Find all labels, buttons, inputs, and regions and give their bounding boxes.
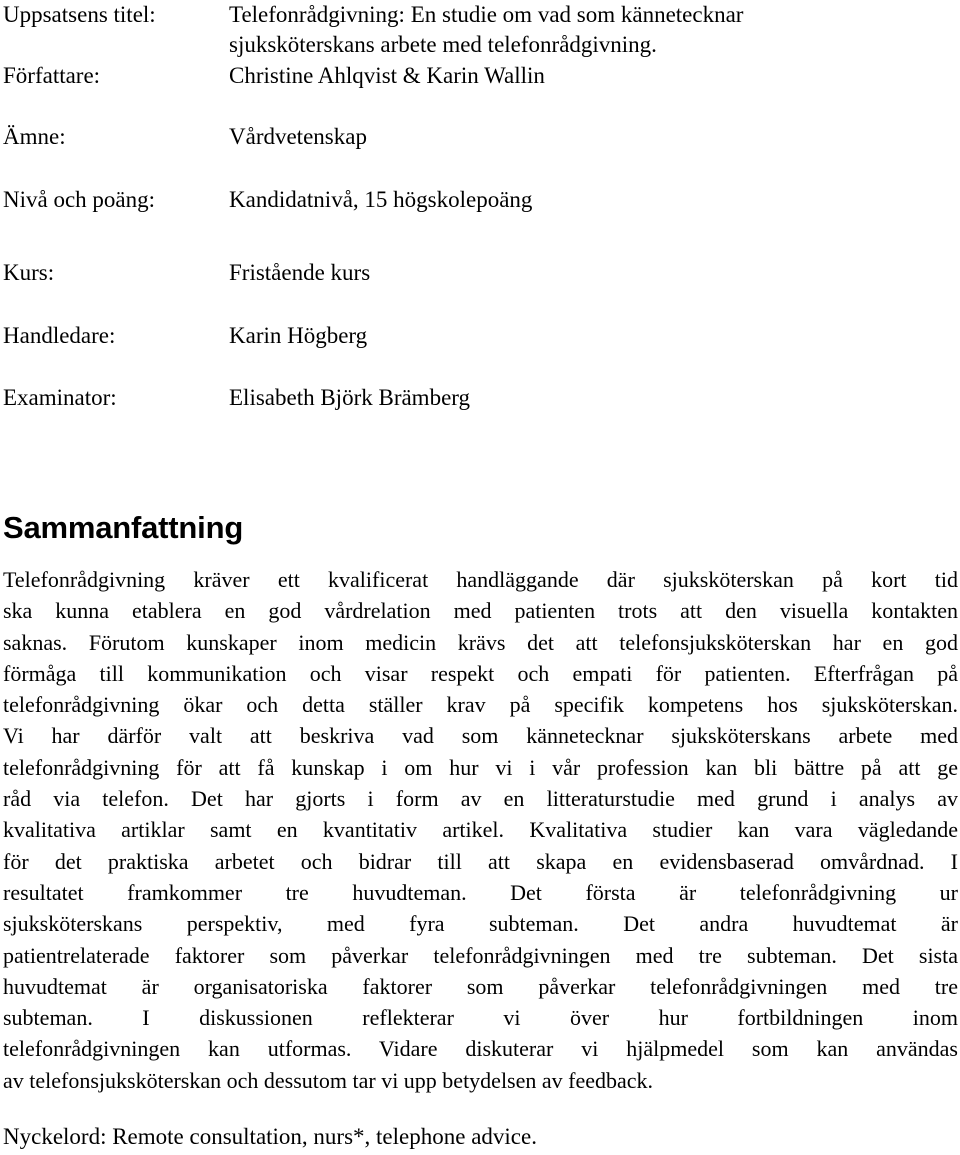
author-value: Christine Ahlqvist & Karin Wallin xyxy=(229,63,545,88)
examiner-value: Elisabeth Björk Brämberg xyxy=(229,385,471,410)
subject-label: Ämne: xyxy=(3,124,66,149)
subject-value: Vårdvetenskap xyxy=(229,124,367,149)
abstract-line: telefonrådgivningen kan utformas. Vidare diskuterar vi hjälpmedel som kan användas xyxy=(3,1036,958,1062)
supervisor-value: Karin Högberg xyxy=(229,323,368,348)
abstract-line: kvalitativa artiklar samt en kvantitativ artikel. Kvalitativa studier kan vara vägledande xyxy=(3,817,958,843)
abstract-line: patientrelaterade faktorer som påverkar telefonrådgivningen med tre subteman. Det sista xyxy=(3,942,958,968)
abstract-line: ska kunna etablera en god vårdrelation med patienten trots att den visuella kontakten xyxy=(3,598,958,624)
abstract-line: saknas. Förutom kunskaper inom medicin krävs det att telefonsjuksköterskan har en god xyxy=(3,629,958,655)
abstract-body xyxy=(3,564,958,1096)
title-label: Uppsatsens titel: xyxy=(3,2,156,27)
title-value xyxy=(229,0,743,60)
examiner-label: Examinator: xyxy=(3,385,117,410)
abstract-line: av telefonsjuksköterskan och dessutom tar vi upp betydelsen av feedback. xyxy=(3,1067,654,1093)
abstract-line: Telefonrådgivning kräver ett kvalificerat handläggande där sjuksköterskan på kort tid xyxy=(3,567,958,592)
abstract-line: subteman. I diskussionen reflekterar vi över hur fortbildningen inom xyxy=(3,1005,958,1031)
course-value: Fristående kurs xyxy=(229,260,371,285)
title-line-2: sjuksköterskans arbete med telefonrådgivning. xyxy=(229,32,657,57)
abstract-line: huvudtemat är organisatoriska faktorer som påverkar telefonrådgivningen med tre xyxy=(3,973,958,999)
level-label: Nivå och poäng: xyxy=(3,187,156,212)
abstract-line: telefonrådgivning för att få kunskap i om hur vi i vår profession kan bli bättre på att ge xyxy=(3,754,958,780)
title-line-1: Telefonrådgivning: En studie om vad som kännetecknar xyxy=(229,2,744,27)
keywords-line: Nyckelord: Remote consultation, nurs*, telephone advice. xyxy=(3,1124,537,1149)
abstract-line: för det praktiska arbetet och bidrar till att skapa en evidensbaserad omvårdnad. I xyxy=(3,848,958,874)
level-value: Kandidatnivå, 15 högskolepoäng xyxy=(229,187,533,212)
abstract-line: resultatet framkommer tre huvudteman. Det första är telefonrådgivning ur xyxy=(3,879,958,905)
abstract-line: råd via telefon. Det har gjorts i form av en litteraturstudie med grund i analys av xyxy=(3,786,958,812)
abstract-line: förmåga till kommunikation och visar respekt och empati för patienten. Efterfrågan på xyxy=(3,660,958,686)
abstract-line: telefonrådgivning ökar och detta ställer krav på specifik kompetens hos sjuksköterskan. xyxy=(3,692,958,718)
abstract-line: Vi har därför valt att beskriva vad som kännetecknar sjuksköterskans arbete med xyxy=(3,723,958,749)
abstract-line: sjuksköterskans perspektiv, med fyra subteman. Det andra huvudtemat är xyxy=(3,911,958,937)
author-label: Författare: xyxy=(3,63,101,88)
supervisor-label: Handledare: xyxy=(3,323,116,348)
abstract-heading: Sammanfattning xyxy=(3,510,244,545)
course-label: Kurs: xyxy=(3,260,55,285)
